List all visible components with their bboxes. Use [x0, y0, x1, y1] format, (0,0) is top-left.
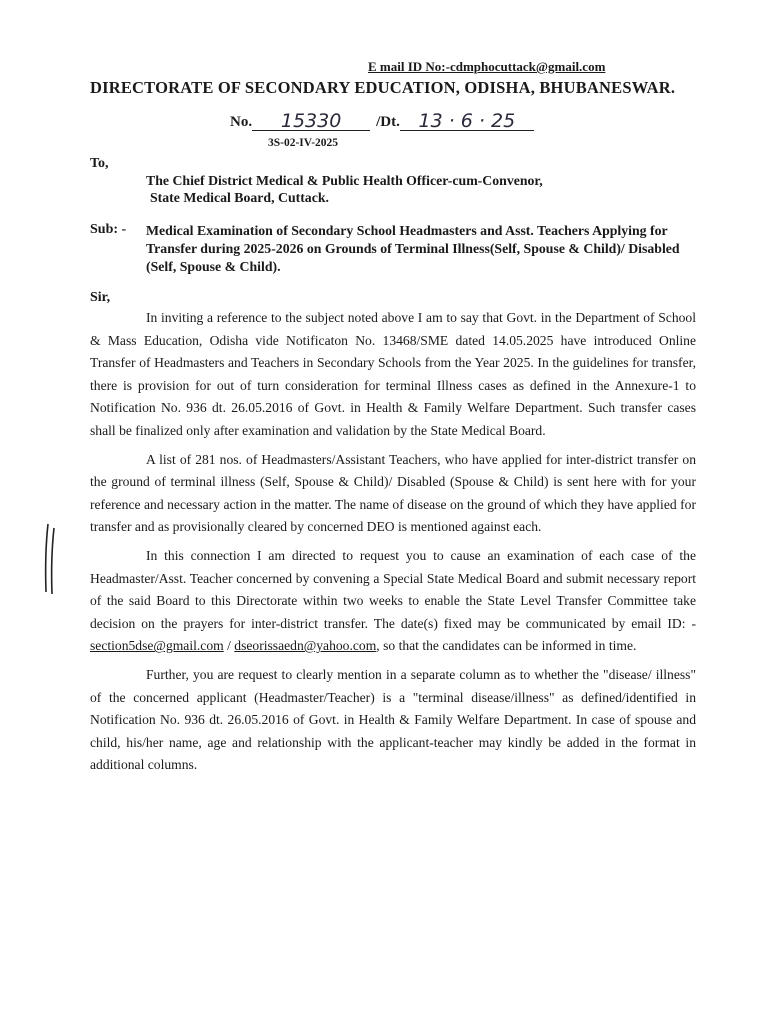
handwritten-margin-mark	[40, 522, 60, 596]
letterhead-email: E mail ID No:-cdmphocuttack@gmail.com	[368, 59, 606, 74]
reference-line	[230, 108, 534, 131]
p3-text-start: In this connection I am directed to request you to cause an examination of each case of the Headmaster/Asst. Teacher concerned by convening a Special State Medical Board and submit necessary report of the said Board to this Directorate within two weeks to enable the State Level Transfer Committee take decision on the prayers for inter-district transfer. The date(s) fixed may be communicated by email ID: -	[90, 547, 696, 631]
addressee-block	[146, 172, 543, 206]
email-link-dseorissaedn[interactable]: dseorissaedn@yahoo.com	[234, 638, 377, 654]
body-paragraph-3	[90, 545, 696, 658]
salutation: Sir,	[90, 290, 111, 305]
email-link-section5dse[interactable]: section5dse@gmail.com	[90, 638, 224, 654]
ref-date-blank	[400, 108, 534, 131]
file-number: 3S-02-IV-2025	[268, 137, 339, 149]
ref-no-blank	[252, 108, 370, 131]
p3-text-end: , so that the candidates can be informed in time.	[376, 638, 637, 654]
ref-date-handwritten: 13 · 6 · 25	[418, 110, 516, 132]
addressee-line-2: State Medical Board, Cuttack.	[150, 190, 329, 205]
subject-label: Sub: -	[90, 222, 127, 237]
body-paragraph-2: A list of 281 nos. of Headmasters/Assistant Teachers, who have applied for inter-district transfer on the ground of terminal illness (Self, Spouse & Child)/ Disabled (Spouse & Child) is sent here with for your reference and necessary action in the matter. The name of disease on the ground of which they have applied for transfer and as provisionally cleared by concerned DEO is mentioned against each.	[90, 451, 696, 535]
letter-body	[90, 307, 696, 777]
p3-separator: /	[223, 638, 235, 654]
to-label: To,	[90, 156, 109, 171]
body-paragraph-1: In inviting a reference to the subject noted above I am to say that Govt. in the Department of School & Mass Education, Odisha vide Notificaton No. 13468/SME dated 14.05.2025 have introduced Online Transfer of Headmasters and Teachers in Secondary Schools from the Year 2025. In the guidelines for transfer, there is provision for out of turn consideration for terminal Illness cases as defined in the Annexure-1 to Notification No. 936 dt. 26.05.2016 of Govt. in Health & Family Welfare Department. Such transfer cases shall be finalized only after examination and validation by the State Medical Board.	[90, 310, 696, 438]
subject-text: Medical Examination of Secondary School Headmasters and Asst. Teachers Applying for Transfer during 2025-2026 on Grounds of Terminal Illness(Self, Spouse & Child)/ Disabled (Self, Spouse & Child).	[146, 223, 680, 274]
letterhead-title: DIRECTORATE OF SECONDARY EDUCATION, ODISHA, BHUBANESWAR.	[90, 78, 676, 97]
body-paragraph-4: Further, you are request to clearly mention in a separate column as to whether the "disease/ illness" of the concerned applicant (Headmaster/Teacher) is a "terminal disease/illness" as defined/identified in Notification No. 936 dt. 26.05.2016 of Govt. in Health & Family Welfare Department. In case of spouse and child, his/her name, age and relationship with the applicant-teacher may kindly be added in the format in additional columns.	[90, 666, 696, 773]
ref-no-label: No.	[230, 114, 253, 130]
addressee-line-1: The Chief District Medical & Public Health Officer-cum-Convenor,	[146, 173, 543, 188]
ref-no-handwritten: 15330	[280, 110, 342, 132]
ref-date-label: /Dt.	[376, 114, 400, 130]
